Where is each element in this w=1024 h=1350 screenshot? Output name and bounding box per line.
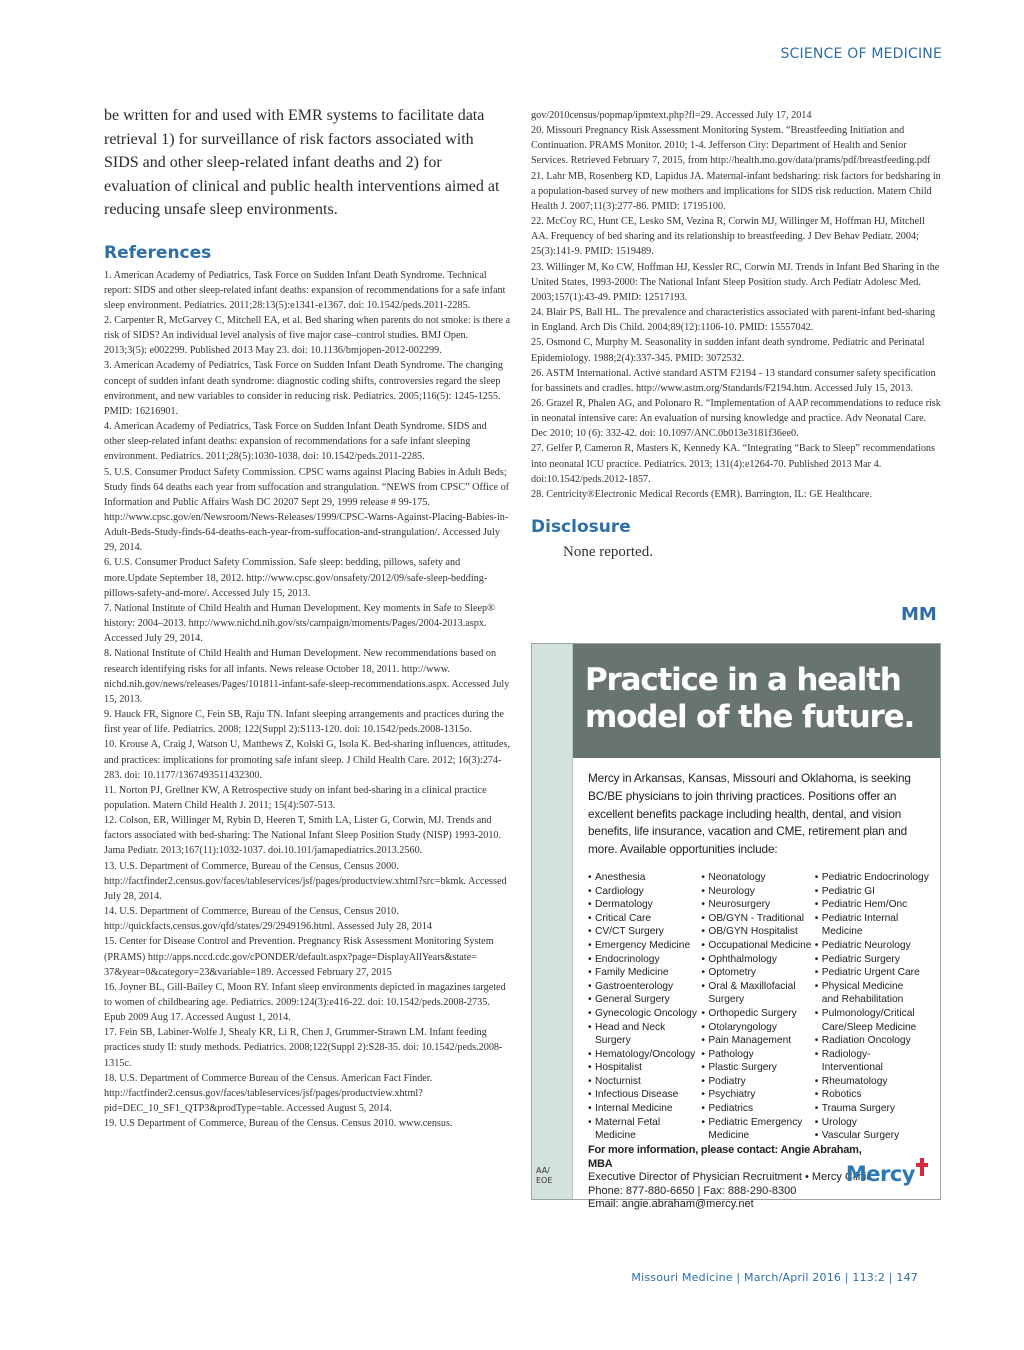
specialty-item: • Anesthesia [588, 871, 699, 885]
eoe-line-1: AA/ [536, 1166, 550, 1175]
ad-body [588, 770, 930, 1143]
specialty-item: • Pathology [701, 1048, 812, 1062]
reference-item: 15. Center for Disease Control and Prevention. Pregnancy Risk Assessment Monitoring System (PRAMS) http://apps.nccd.cdc.gov/cPONDER/default.aspx?page=DisplayAllYears&state= 37&year=0&category=23&variable=189. Accessed February 27, 2015 [104, 936, 494, 978]
references-heading: References [104, 242, 212, 263]
reference-item: 3. American Academy of Pediatrics, Task Force on Sudden Infant Death Syndrome. The changing concept of sudden infant death syndrome: diagnostic coding shifts, controversies regard the sleep environment, and new variables to consider in reducing risk. Pediatrics. 2005;116(5): 1245-1255. PMID: 16216901. [104, 360, 503, 417]
specialty-item: • Pediatric Urgent Care [815, 966, 930, 980]
reference-item: 25. Osmond C, Murphy M. Seasonality in sudden infant death syndrome. Pediatric and Perinatal Epidemiology. 1988;2(4):337-345. PMID: 3072532. [531, 337, 925, 364]
specialty-item: • Pain Management [701, 1034, 812, 1048]
specialty-item: • Infectious Disease [588, 1088, 699, 1102]
specialty-item: • OB/GYN - Traditional [701, 912, 812, 926]
reference-item: 2. Carpenter R, McGarvey C, Mitchell EA, et al. Bed sharing when parents do not smoke: is there a risk of SIDS? An individual level analysis of five major case–control studies. BMJ Open. 2013;3(5): e002299. Published 2013 May 23. doi: 10.1136/bmjopen-2012-002299. [104, 314, 510, 357]
missouri-medicine-logo: MM [901, 604, 937, 625]
specialty-item: • Neurosurgery [701, 898, 812, 912]
reference-item: 17. Fein SB, Labiner-Wolfe J, Shealy KR, Li R, Chen J, Grummer-Strawn LM. Infant feeding practices study II: study methods. Pediatrics. 2008;122(Suppl 2):S28-35. doi: 10.1542/peds.2008-1315c. [104, 1027, 503, 1069]
specialty-item: • Neonatology [701, 871, 812, 885]
reference-item: 23. Willinger M, Ko CW, Hoffman HJ, Kessler RC, Corwin MJ. Trends in Infant Bed Sharing in the United States, 1993-2000: The National Infant Sleep Position study. Arch Pediatr Adolesc Med. 2003;157(1):43-49. PMID: 12517193. [531, 261, 940, 303]
eoe-label [536, 1166, 552, 1186]
specialties-column-2 [701, 871, 812, 1143]
specialty-item: • Trauma Surgery [815, 1102, 930, 1116]
specialty-item: • Plastic Surgery [701, 1061, 812, 1075]
disclosure-text: None reported. [563, 544, 653, 561]
specialty-item: • Neurology [701, 885, 812, 899]
specialty-item: • Dermatology [588, 898, 699, 912]
specialty-item: • Cardiology [588, 885, 699, 899]
right-column [531, 108, 941, 562]
specialties-grid [588, 871, 930, 1143]
contact-heading: For more information, please contact: Angie Abraham, MBA [588, 1144, 862, 1170]
ad-headline-line-2: model of the future. [585, 699, 915, 735]
specialty-continuation: Surgery [595, 1035, 631, 1047]
specialty-item: • Psychiatry [701, 1088, 812, 1102]
specialty-item: • Emergency Medicine [588, 939, 699, 953]
specialty-item: • Urology [815, 1116, 930, 1130]
specialty-item: • Pediatrics [701, 1102, 812, 1116]
references-list-right [531, 108, 941, 502]
reference-item: 26. ASTM International. Active standard ASTM F2194 - 13 standard consumer safety specification for bassinets and cradles. http://www.astm.org/Standards/F2194.htm. Accessed July 15, 2013. [531, 367, 936, 394]
specialty-item: • Pediatric Hem/Onc [815, 898, 930, 912]
ad-headline-line-1: Practice in a health [585, 662, 901, 698]
specialty-item: • Robotics [815, 1088, 930, 1102]
specialty-item: • Oral & Maxillofacial [701, 980, 812, 994]
specialty-item: • Pediatric Internal [815, 912, 930, 926]
reference-item: 11. Norton PJ, Grellner KW, A Retrospective study on infant bed-sharing in a clinical practice population. Matern Child Health J. 2011; 15(4):507-513. [104, 784, 487, 811]
specialty-item: • General Surgery [588, 993, 699, 1007]
specialty-item: • Ophthalmology [701, 953, 812, 967]
reference-item: 7. National Institute of Child Health and Human Development. Key moments in Safe to Sleep® history: 2004–2013. http://www.nichd.nih.gov/sts/campaign/moments/Pages/2004-2013.aspx. Accessed July 29, 2014. [104, 602, 495, 645]
references-list-left [104, 268, 510, 1132]
specialty-item: • Pediatric Neurology [815, 939, 930, 953]
ad-contact [588, 1144, 888, 1212]
reference-item: 13. U.S. Department of Commerce, Bureau of the Census, Census 2000. http://factfinder2.census.gov/faces/tableservices/jsf/pages/productview.xhtml?src=bkmk. Accessed July 28, 2014. [104, 860, 507, 902]
reference-item: 21. Lahr MB, Rosenberg KD, Lapidus JA. Maternal-infant bedsharing: risk factors for bedsharing in a population-based survey of new mothers and implications for SIDS risk reduction. Matern Child Health J. 2007;11(3):277-86. PMID: 17195100. [531, 170, 941, 212]
specialty-item: • Orthopedic Surgery [701, 1007, 812, 1021]
reference-item: 8. National Institute of Child Health and Human Development. New recommendations based on research identifying risks for all infants. News release October 18, 2011. http://www. nichd.nih.gov/news/releases/Pages/101811-infant-safe-sleep-recommendations.aspx. Accessed July 15, 2013. [104, 648, 510, 705]
specialty-continuation: Medicine [821, 926, 863, 938]
reference-item: 19. U.S Department of Commerce, Bureau of the Census. Census 2010. www.census. [104, 1118, 453, 1130]
contact-email[interactable]: Email: angie.abraham@mercy.net [588, 1198, 754, 1210]
reference-item: 12. Colson, ER, Willinger M, Rybin D, Heeren T, Smith LA, Lister G, Corwin, MJ. Trends and factors associated with bed-sharing: The National Infant Sleep Position Study (NISP) 1993-2010. Jama Pediatr. 2013;167(11):1032-1037. doi.10.101/jamapediatrics.2013.2560. [104, 815, 502, 857]
specialty-continuation: Interventional [821, 1062, 883, 1074]
specialty-item: • Vascular Surgery [815, 1129, 930, 1143]
specialty-item: • Hospitalist [588, 1061, 699, 1075]
ad-intro: Mercy in Arkansas, Kansas, Missouri and Oklahoma, is seeking BC/BE physicians to join thriving practices. Positions offer an excellent benefits package including health, dental, and vision benefits, life insurance, vacation and CME, retirement plan and more. Available opportunities include: [588, 771, 911, 857]
reference-item: 14. U.S. Department of Commerce, Bureau of the Census, Census 2010. http://quickfacts.census.gov/qfd/states/29/2949196.html. Assessed July 28, 2014 [104, 906, 432, 933]
reference-item: 24. Blair PS, Ball HL. The prevalence and characteristics associated with parent-infant bed-sharing in England. Arch Dis Child. 2004;89(12):1106-10. PMID: 15557042. [531, 307, 936, 334]
left-column [104, 104, 510, 1131]
page-footer: Missouri Medicine | March/April 2016 | 113:2 | 147 [631, 1271, 918, 1284]
contact-phone: Phone: 877-880-6650 | Fax: 888-290-8300 [588, 1184, 797, 1197]
specialty-item: • Pediatric Emergency [701, 1116, 812, 1130]
reference-item: 4. American Academy of Pediatrics, Task Force on Sudden Infant Death Syndrome. SIDS and other sleep-related infant deaths: expansion of recommendations for a safe infant sleeping environment. Pediatrics. 2011;28(5):1030-1038. doi: 10.1542/peds.2011-2285. [104, 421, 487, 463]
ad-banner [573, 644, 940, 758]
ad-headline [585, 662, 940, 736]
specialty-continuation: Surgery [708, 994, 745, 1006]
reference-item: 20. Missouri Pregnancy Risk Assessment Monitoring System. “Breastfeeding Initiation and Continuation. PRAMS Monitor. 2010; 1-4. Jefferson City: Department of Health and Senior Services. Retrieved February 7, 2015, from http://health.mo.gov/data/prams/pdf/breastfeeding.pdf [531, 125, 931, 167]
specialty-item: • Rheumatology [815, 1075, 930, 1089]
specialty-item: • Endocrinology [588, 953, 699, 967]
specialty-item: • Nocturnist [588, 1075, 699, 1089]
reference-item: 18. U.S. Department of Commerce Bureau of the Census. American Fact Finder. http://factfinder2.census.gov/faces/tableservices/jsf/pages/productview.xhtml?pid=DEC_10_SF1_QTP3&prodType=table. Accessed August 5, 2014. [104, 1072, 433, 1115]
eoe-line-2: EOE [536, 1176, 553, 1185]
specialty-item: • Optometry [701, 966, 812, 980]
disclosure-heading: Disclosure [531, 517, 631, 538]
specialty-item: • Maternal Fetal [588, 1116, 699, 1130]
reference-item: 26. Grazel R, Phalen AG, and Polonaro R. “Implementation of AAP recommendations to reduce risk in neonatal intensive care: An evaluation of nursing knowledge and practice. Adv Neonatal Care. Dec 2010; 10 (6): 332-42. doi: 10.1097/ANC.0b013e3181f36ee0. [531, 397, 941, 440]
mercy-logo [846, 1162, 928, 1186]
specialty-item: • Pediatric GI [815, 885, 930, 899]
reference-item: 16. Joyner BL, Gill-Bailey C, Moon RY. Infant sleep environments depicted in magazines targeted to women of childbearing age. Pediatrics. 2009:124(3):e416-22. doi: 10.1542/peds.2008-2735. Epub 2009 Aug 17. Accessed August 1, 2014. [104, 981, 506, 1024]
reference-item: 9. Hauck FR, Signore C, Fein SB, Raju TN. Infant sleeping arrangements and practices during the first year of life. Pediatrics. 2008; 122(Suppl 2):S113-120. doi: 10.1542/peds.2008-1315o. [104, 709, 504, 736]
specialty-item: • Pulmonology/Critical [815, 1007, 930, 1021]
specialties-column-3 [815, 871, 930, 1143]
specialty-item: • Hematology/Oncology [588, 1048, 699, 1062]
contact-title: Executive Director of Physician Recruitment • Mercy Clinic [588, 1171, 872, 1183]
specialty-item: • Radiology- [815, 1048, 930, 1062]
specialty-item: • Critical Care [588, 912, 699, 926]
specialty-continuation: Care/Sleep Medicine [821, 1021, 917, 1033]
specialty-item: • Physical Medicine [815, 980, 930, 994]
specialty-item: • Radiation Oncology [815, 1034, 930, 1048]
reference-item: 1. American Academy of Pediatrics, Task Force on Sudden Infant Death Syndrome. Technical report: SIDS and other sleep-related infant deaths: expansion of recommendations for a safe infant sleep environment. Pediatrics. 2011;28:13(5):e1341-e1367. doi: 10.1542/peds.2011-2285. [104, 269, 506, 311]
specialty-continuation: and Rehabilitation [821, 994, 904, 1006]
specialty-item: • Occupational Medicine [701, 939, 812, 953]
reference-item: 22. McCoy RC, Hunt CE, Lesko SM, Vezina R, Corwin MJ, Willinger M, Hoffman HJ, Mitchell AA. Frequency of bed sharing and its relationship to breastfeeding. J Dev Behav Pediatr. 2004; 25(3):141-9. PMID: 1519489. [531, 216, 925, 258]
specialty-item: • Internal Medicine [588, 1102, 699, 1116]
reference-item: 5. U.S. Consumer Product Safety Commission. CPSC warns against Placing Babies in Adult Beds; Study finds 64 deaths each year from suffocation and strangulation. “NEWS from CPSC” Office of Information and Public Affairs Wash DC 20207 Sept 29, 1999 release # 99-175. http://www.cpsc.gov/en/Newsroom/News-Releases/1999/CPSC-Warns-Against-Placing-Babies-in-Adult-Beds-Study-finds-64-deaths-each-year-from-suffocation-and-strangulation/. Accessed July 29, 2014. [104, 466, 510, 554]
specialty-item: • Gastroenterology [588, 980, 699, 994]
reference-item: 10. Krouse A, Craig J, Watson U, Matthews Z, Kolski G, Isola K. Bed-sharing influences, attitudes, and practices: implications for promoting safe infant sleep. J Child Health Care. 2012; 16(3):274-283. doi: 10.1177/1367493511432300. [104, 739, 510, 781]
cross-icon [916, 1158, 928, 1176]
specialty-continuation: Medicine [708, 1130, 750, 1142]
specialty-item: • Family Medicine [588, 966, 699, 980]
specialty-item: • Gynecologic Oncology [588, 1007, 699, 1021]
specialty-continuation: Medicine [595, 1130, 636, 1142]
reference-item: 28. Centricity®Electronic Medical Records (EMR). Barrington, IL: GE Healthcare. [531, 488, 872, 500]
section-label: SCIENCE OF MEDICINE [780, 46, 942, 62]
mercy-logo-text: Mercy [845, 1162, 915, 1186]
lead-paragraph: be written for and used with EMR systems to facilitate data retrieval 1) for surveillance of risk factors associated with SIDS and other sleep-related infant deaths and 2) for evaluation of clinical and public health interventions aimed at reducing unsafe sleep environments. [104, 107, 500, 218]
specialty-item: • Podiatry [701, 1075, 812, 1089]
reference-item: 6. U.S. Consumer Product Safety Commission. Safe sleep: bedding, pillows, safety and more.Update September 18, 2012. http://www.cpsc.gov/onsafety/2012/09/safe-sleep-bedding-pillows-safety-and-more/. Accessed July 15, 2013. [104, 557, 488, 599]
mercy-advertisement [531, 643, 941, 1210]
specialty-item: • CV/CT Surgery [588, 925, 699, 939]
ad-side-strip [532, 644, 573, 1199]
reference-item: gov/2010census/popmap/ipmtext.php?fl=29. Accessed July 17, 2014 [531, 110, 812, 121]
specialties-column-1 [588, 871, 699, 1143]
reference-item: 27. Gelfer P, Cameron R, Masters K, Kennedy KA. “Integrating “Back to Sleep” recommendations into neonatal ICU practice. Pediatrics. 2013; 131(4):e1264-70. Published 2013 Mar 4. doi:10.1542/peds.2012-1857. [531, 443, 935, 485]
specialty-item: • Pediatric Endocrinology [815, 871, 930, 885]
specialty-item: • OB/GYN Hospitalist [701, 925, 812, 939]
specialty-item: • Otolaryngology [701, 1021, 812, 1035]
specialty-item: • Head and Neck [588, 1021, 699, 1035]
specialty-item: • Pediatric Surgery [815, 953, 930, 967]
